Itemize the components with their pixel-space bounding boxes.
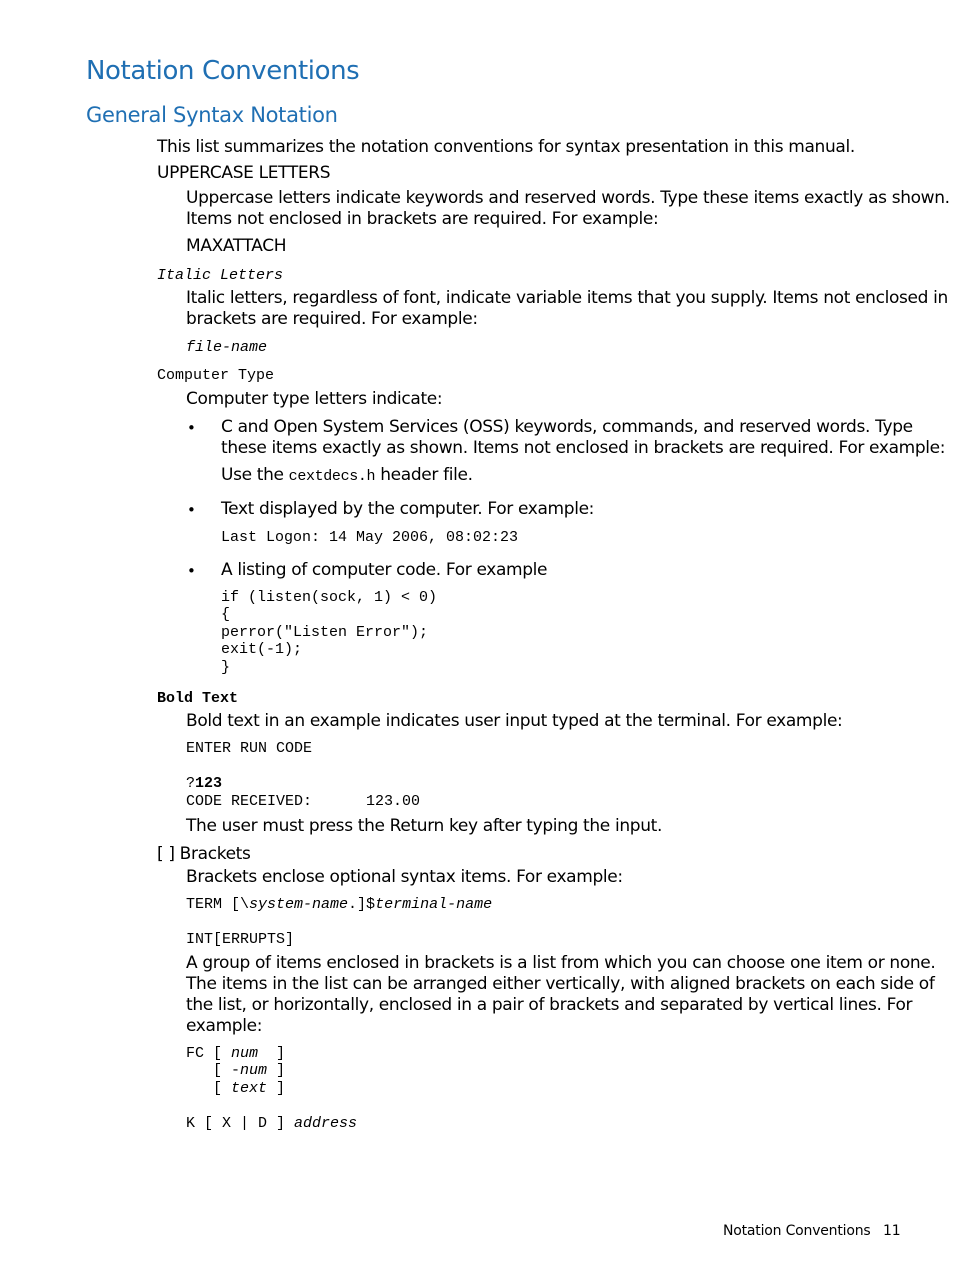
- bullet-3: •: [187, 562, 196, 580]
- k-line: K [ X | D ] address: [186, 1115, 358, 1132]
- brackets-term: [ ] Brackets: [157, 844, 251, 864]
- page-title: Notation Conventions: [86, 56, 360, 86]
- code-line-1: if (listen(sock, 1) < 0): [221, 589, 438, 606]
- cextdecs-code: cextdecs.h: [288, 468, 376, 485]
- fc-line-3: [ text ]: [186, 1080, 286, 1097]
- computer-type-desc: Computer type letters indicate:: [186, 389, 443, 409]
- code-line-2: {: [221, 606, 231, 623]
- bold-example-2: ?123: [186, 775, 223, 792]
- bold-input: 123: [195, 775, 223, 792]
- bullet-1-line-1: C and Open System Services (OSS) keywords, commands, and reserved words. Type: [221, 417, 913, 437]
- bullet-3-text: A listing of computer code. For example: [221, 560, 548, 580]
- italic-desc-2: brackets are required. For example:: [186, 309, 478, 329]
- footer-page-number: 11: [883, 1223, 901, 1239]
- brackets-para-3: the list, or horizontally, enclosed in a pair of brackets and separated by vertical lines. For: [186, 995, 913, 1015]
- bold-desc: Bold text in an example indicates user input typed at the terminal. For example:: [186, 711, 843, 731]
- bullet-2: •: [187, 501, 196, 519]
- bullet-1-example: Use the cextdecs.h header file.: [221, 465, 473, 485]
- italic-desc-1: Italic letters, regardless of font, indicate variable items that you supply. Items not enclosed in: [186, 288, 948, 308]
- footer-section: Notation Conventions: [723, 1223, 871, 1239]
- brackets-para-4: example:: [186, 1016, 263, 1036]
- code-line-4: exit(-1);: [221, 641, 303, 658]
- fc-line-2: [ -num ]: [186, 1062, 286, 1079]
- brackets-para-1: A group of items enclosed in brackets is a list from which you can choose one item or none.: [186, 953, 936, 973]
- bold-term: Bold Text: [157, 690, 239, 707]
- uppercase-term: UPPERCASE LETTERS: [157, 163, 331, 183]
- italic-example: file-name: [186, 339, 268, 356]
- bold-after-text: The user must press the Return key after typing the input.: [186, 816, 662, 836]
- computer-type-term: Computer Type: [157, 367, 275, 384]
- uppercase-desc-2: Items not enclosed in brackets are required. For example:: [186, 209, 659, 229]
- italic-term: Italic Letters: [157, 267, 284, 284]
- bullet-1-line-2: these items exactly as shown. Items not enclosed in brackets are required. For example:: [221, 438, 946, 458]
- bullet-2-text: Text displayed by the computer. For example:: [221, 499, 595, 519]
- section-heading: General Syntax Notation: [86, 103, 338, 127]
- brackets-desc: Brackets enclose optional syntax items. For example:: [186, 867, 623, 887]
- bold-example-1: ENTER RUN CODE: [186, 740, 313, 757]
- uppercase-desc-1: Uppercase letters indicate keywords and reserved words. Type these items exactly as shown.: [186, 188, 950, 208]
- bullet-2-example: Last Logon: 14 May 2006, 08:02:23: [221, 529, 519, 546]
- bullet-1: •: [187, 419, 196, 437]
- intro-text: This list summarizes the notation conventions for syntax presentation in this manual.: [157, 137, 855, 157]
- brackets-para-2: The items in the list can be arranged either vertically, with aligned brackets on each side of: [186, 974, 935, 994]
- uppercase-example: MAXATTACH: [186, 236, 287, 256]
- brackets-example-1: TERM [\system-name.]$terminal-name: [186, 896, 493, 913]
- brackets-example-2: INT[ERRUPTS]: [186, 931, 295, 948]
- fc-line-1: FC [ num ]: [186, 1045, 286, 1062]
- code-line-5: }: [221, 659, 231, 676]
- bold-example-3: CODE RECEIVED: 123.00: [186, 793, 421, 810]
- code-line-3: perror("Listen Error");: [221, 624, 429, 641]
